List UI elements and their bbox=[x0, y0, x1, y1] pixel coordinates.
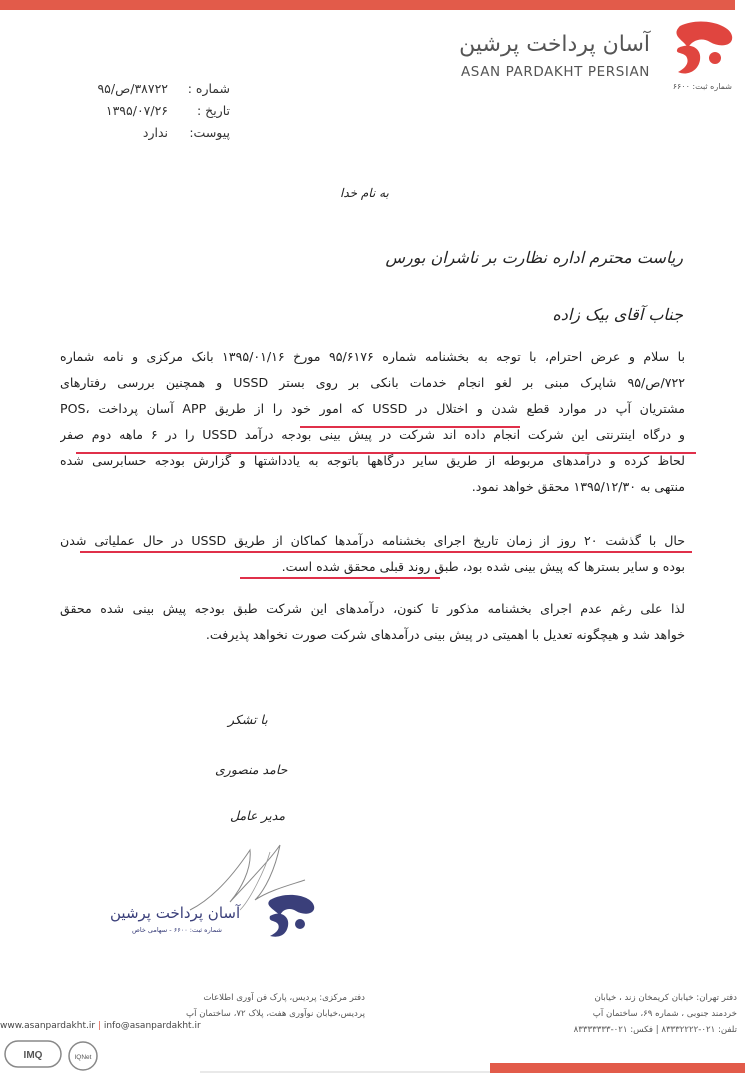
paragraph-line: حال با گذشت ۲۰ روز از زمان تاریخ اجرای بخشنامه درآمدها کماکان از طریق USSD در حال عملیاتی شدن bbox=[60, 533, 685, 548]
stamp-subtext: شماره ثبت: ۶۶۰۰ - سهامی خاص bbox=[132, 926, 222, 934]
email-link[interactable]: info@asanpardakht.ir bbox=[103, 1021, 201, 1031]
meta-number-row bbox=[70, 78, 230, 100]
footer-line: پردیس،خیابان نوآوری هفت، پلاک ۷۲، ساختمان آپ bbox=[186, 1009, 365, 1019]
paragraph-line: لذا علی رغم عدم اجرای بخشنامه مذکور تا کنون، درآمدهای این شرکت طبق بودجه پیش بینی شده محقق bbox=[60, 601, 685, 616]
highlight-underline bbox=[76, 452, 696, 454]
logo-mark-icon bbox=[660, 18, 740, 78]
paragraph-line: با سلام و عرض احترام، با توجه به بخشنامه شماره ۹۵/۶۱۷۶ مورخ ۱۳۹۵/۰۱/۱۶ بانک مرکزی و نامه شماره bbox=[60, 349, 685, 364]
stamp-brand: آسان پرداخت پرشین bbox=[110, 904, 241, 922]
paragraph-1 bbox=[60, 344, 685, 500]
paragraph-2 bbox=[60, 528, 685, 580]
paragraph-line: بوده و سایر بسترها که پیش بینی شده بود، طبق روند قبلی محقق شده است. bbox=[281, 559, 685, 574]
imq-certification-icon bbox=[4, 1040, 62, 1068]
meta-attachment-row bbox=[70, 122, 230, 144]
paragraph-line: خواهد شد و هیچگونه تعدیل با اهمیتی در پیش بینی درآمدهای شرکت صورت نخواهد پذیرفت. bbox=[205, 627, 685, 642]
company-stamp bbox=[110, 890, 320, 940]
company-logo bbox=[450, 18, 740, 93]
addressee-line-2: جناب آقای بیک زاده bbox=[552, 305, 683, 324]
paragraph-line: مشتریان آپ در موارد قطع شدن و اختلال در USSD که امور خود را از طریق APP آسان پرداخت ،POS bbox=[60, 401, 685, 416]
number-label: شماره : bbox=[187, 81, 230, 96]
signer-title: مدیر عامل bbox=[230, 808, 286, 823]
salutation: به نام خدا bbox=[340, 186, 389, 200]
date-value: ۱۳۹۵/۰۷/۲۶ bbox=[105, 103, 169, 118]
footer-contact: www.asanpardakht.ir | info@asanpardakht.ir bbox=[0, 1021, 201, 1031]
paragraph-line: لحاظ کرده و درآمدهای مربوطه از طریق سایر درگاهها باتوجه به یادداشتها و گزارش بودجه حسابرسی شده bbox=[60, 453, 685, 468]
highlight-underline bbox=[80, 551, 692, 553]
footer-line: دفتر تهران: خیابان کریمخان زند ، خیابان bbox=[594, 993, 737, 1003]
brand-name-fa: آسان پرداخت پرشین bbox=[459, 32, 650, 57]
iqnet-certification-icon bbox=[66, 1040, 100, 1072]
attachment-value: ندارد bbox=[142, 125, 169, 140]
paragraph-line: و درگاه اینترنتی این شرکت انجام داده اند شرکت در پیش بینی بودجه درآمد USSD را در ۶ ماهه دوم صفر bbox=[60, 427, 685, 442]
attachment-label: پیوست: bbox=[189, 125, 230, 140]
website-link[interactable]: www.asanpardakht.ir bbox=[0, 1021, 96, 1031]
paragraph-3 bbox=[60, 596, 685, 648]
addressee-line-1: ریاست محترم اداره نظارت بر ناشران بورس bbox=[385, 248, 683, 267]
cert-imq-label: IMQ bbox=[23, 1050, 43, 1061]
footer-accent-bar bbox=[490, 1063, 745, 1073]
meta-date-row bbox=[70, 100, 230, 122]
paragraph-line: ۷۲۲/ص/۹۵ شاپرک مبنی بر لغو انجام خدمات بانکی بر روی بستر USSD و همچنین بررسی رفتارهای bbox=[60, 375, 685, 390]
letter-meta bbox=[70, 78, 230, 144]
highlight-underline bbox=[300, 426, 520, 428]
footer-tehran-address bbox=[377, 990, 737, 1038]
brand-name-en: ASAN PARDAKHT PERSIAN bbox=[460, 64, 650, 80]
registration-number: شماره ثبت: ۶۶۰۰ bbox=[672, 82, 732, 91]
paragraph-line: منتهی به ۱۳۹۵/۱۲/۳۰ محقق خواهد نمود. bbox=[471, 479, 685, 494]
footer-divider bbox=[200, 1071, 490, 1073]
closing: با تشکر bbox=[228, 712, 268, 727]
footer-central-address bbox=[0, 990, 365, 1022]
footer-line: تلفن: ۰۲۱-۸۳۳۳۲۲۲۲ | فکس: ۰۲۱-۸۳۳۳۳۳۳۳ bbox=[573, 1025, 737, 1035]
stamp-logo-mark-icon bbox=[260, 890, 320, 940]
date-label: تاریخ : bbox=[196, 103, 230, 118]
signer-name: حامد منصوری bbox=[215, 762, 288, 777]
footer-line: خردمند جنوبی ، شماره ۶۹، ساختمان آپ bbox=[592, 1009, 737, 1019]
footer-line: دفتر مرکزی: پردیس، پارک فن آوری اطلاعات bbox=[203, 993, 365, 1003]
cert-iqnet-label: IQNet bbox=[74, 1054, 92, 1061]
header-accent-bar bbox=[0, 0, 735, 10]
number-value: ۳۸۷۲۲/ص/۹۵ bbox=[97, 81, 169, 96]
highlight-underline bbox=[240, 577, 440, 579]
